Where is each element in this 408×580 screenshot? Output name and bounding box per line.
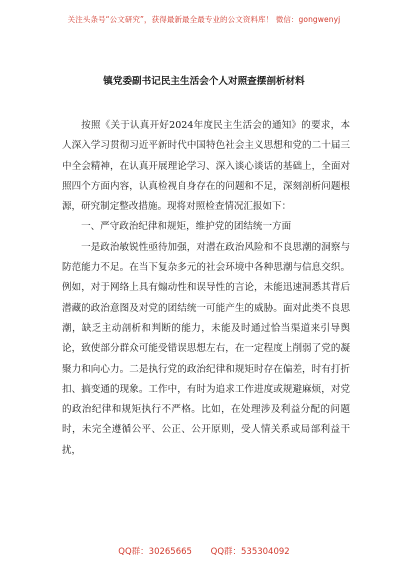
qq-group-2: QQ群：535304092 [210, 547, 290, 557]
section-heading: 一、严守政治纪律和规矩，维护党的团结统一方面 [81, 221, 292, 233]
qq-footer [0, 545, 408, 557]
document-title: 镇党委副书记民主生活会个人对照查摆剖析材料 [103, 76, 305, 87]
intro-paragraph: 按照《关于认真开好2024年度民主生活会的通知》的要求，本人深入学习贯彻习近平新时代中国特色社会主义思想和党的二十届三中全会精神，在认真开展理论学习、深入谈心谈话的基础上，全面对照四个方面内容，认真检视自身存在的问题和不足，深刻剖析问题根源，研究制定整改措施。现将对照检查情况汇报如下： [62, 120, 350, 213]
qq-group-1: QQ群：30265665 [118, 547, 192, 557]
body-paragraph: 一是政治敏锐性亟待加强，对潜在政治风险和不良思潮的洞察与防范能力不足。在当下复杂多元的社会环境中各种思潮与信息交织。例如，对于网络上具有煽动性和误导性的言论，未能迅速洞悉其背后潜藏的政治意图及对党的团结统一可能产生的威胁。面对此类不良思潮，缺乏主动剖析和判断的能力，未能及时通过恰当渠道来引导舆论，致使部分群众可能受错误思想左右，在一定程度上削弱了党的凝聚力和向心力。二是执行党的政治纪律和规矩时存在偏差，时有打折扣、搞变通的现象。工作中，有时为追求工作进度或规避麻烦，对党的政治纪律和规矩执行不严格。比如，在处理涉及利益分配的问题时，未完全遵循公平、公正、公开原则，受人情关系或局部利益干扰， [62, 241, 350, 456]
document-body [62, 116, 350, 461]
promo-banner: 关注头条号“公文研究”，获得最新最全最专业的公文资料库！ 微信：gongwenyj [67, 15, 341, 24]
